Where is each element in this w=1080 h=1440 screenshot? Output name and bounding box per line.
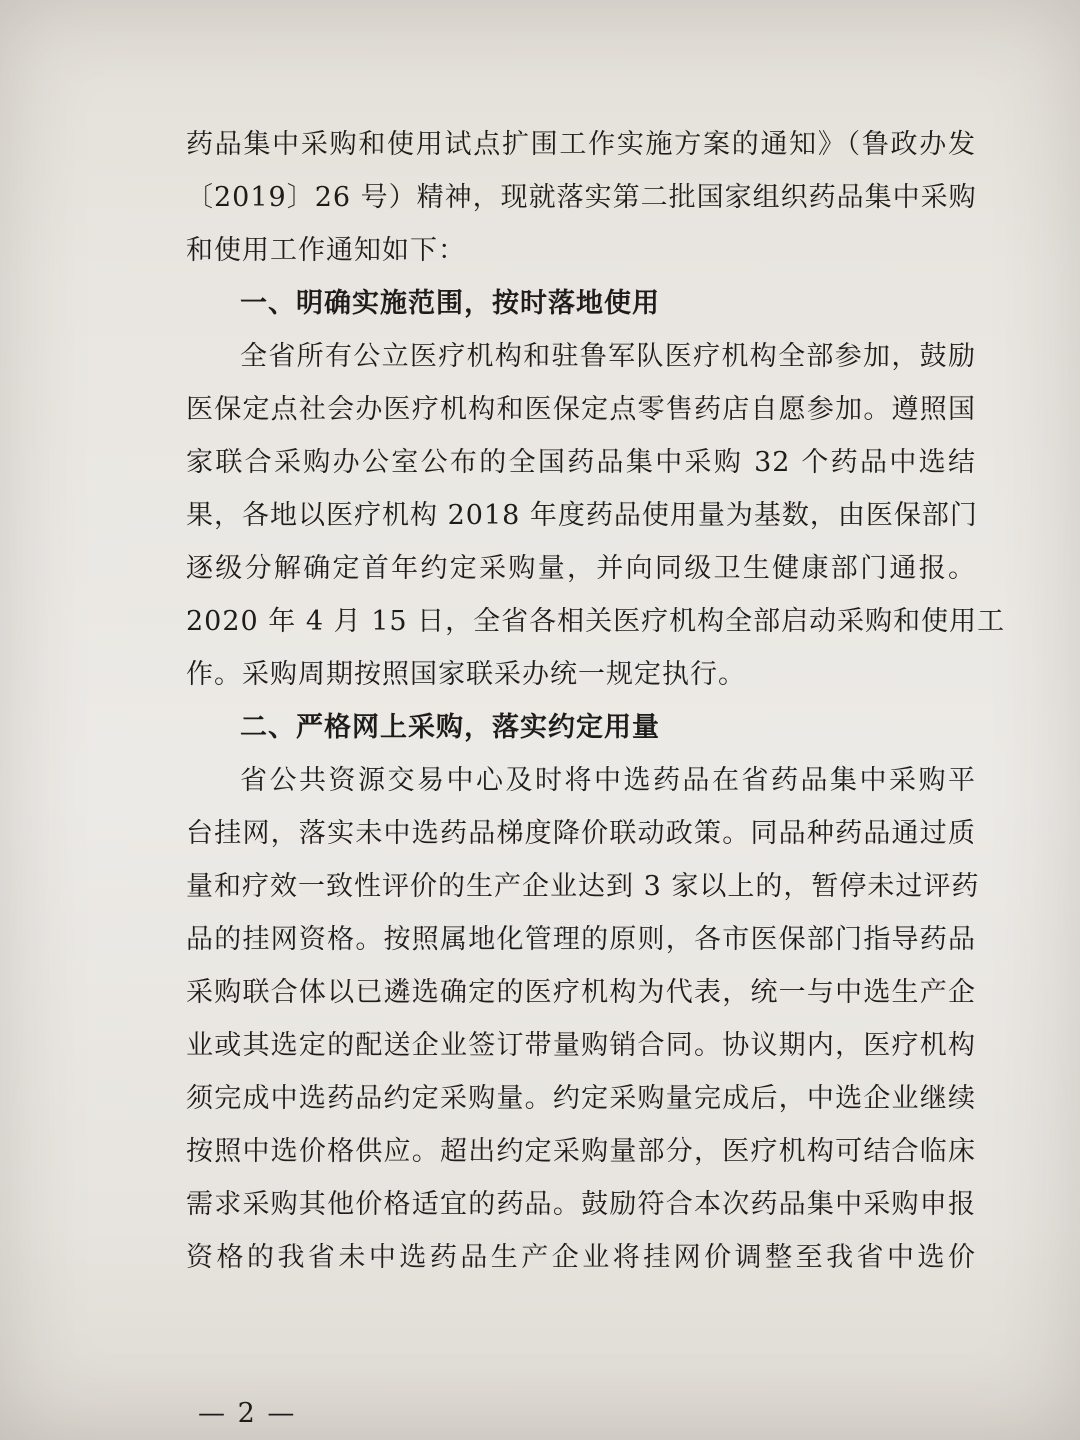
paragraph-line: 2020 年 4 月 15 日，全省各相关医疗机构全部启动采购和使用工 (186, 606, 1006, 637)
paragraph-line: 作。采购周期按照国家联采办统一规定执行。 (186, 659, 746, 690)
paragraph-line: 按照中选价格供应。超出约定采购量部分，医疗机构可结合临床 (186, 1136, 976, 1167)
paragraph-line: 全省所有公立医疗机构和驻鲁军队医疗机构全部参加，鼓励 (240, 341, 976, 372)
paragraph-line: 逐级分解确定首年约定采购量，并向同级卫生健康部门通报。 (186, 553, 976, 584)
paragraph-line: 果，各地以医疗机构 2018 年度药品使用量为基数，由医保部门 (186, 500, 978, 531)
body-line: 和使用工作通知如下： (186, 235, 466, 266)
paragraph-line: 资格的我省未中选药品生产企业将挂网价调整至我省中选价 (186, 1242, 976, 1273)
paragraph-line: 须完成中选药品约定采购量。约定采购量完成后，中选企业继续 (186, 1083, 976, 1114)
paragraph-line: 台挂网，落实未中选药品梯度降价联动政策。同品种药品通过质 (186, 818, 976, 849)
paragraph-line: 家联合采购办公室公布的全国药品集中采购 32 个药品中选结 (186, 447, 976, 478)
document-body (186, 118, 1006, 1284)
paragraph-line: 采购联合体以已遴选确定的医疗机构为代表，统一与中选生产企 (186, 977, 976, 1008)
body-line: 药品集中采购和使用试点扩围工作实施方案的通知》（鲁政办发 (186, 129, 976, 160)
page-number: — 2 — (198, 1398, 297, 1429)
section-heading-2: 二、严格网上采购，落实约定用量 (240, 712, 660, 743)
paragraph-line: 省公共资源交易中心及时将中选药品在省药品集中采购平 (240, 765, 976, 796)
paragraph-line: 品的挂网资格。按照属地化管理的原则，各市医保部门指导药品 (186, 924, 976, 955)
section-heading-1: 一、明确实施范围，按时落地使用 (240, 288, 660, 319)
paragraph-line: 医保定点社会办医疗机构和医保定点零售药店自愿参加。遵照国 (186, 394, 976, 425)
paragraph-line: 业或其选定的配送企业签订带量购销合同。协议期内，医疗机构 (186, 1030, 976, 1061)
paragraph-line: 需求采购其他价格适宜的药品。鼓励符合本次药品集中采购申报 (186, 1189, 976, 1220)
body-line: 〔2019〕26 号）精神，现就落实第二批国家组织药品集中采购 (186, 182, 977, 213)
paragraph-line: 量和疗效一致性评价的生产企业达到 3 家以上的，暂停未过评药 (186, 871, 980, 902)
